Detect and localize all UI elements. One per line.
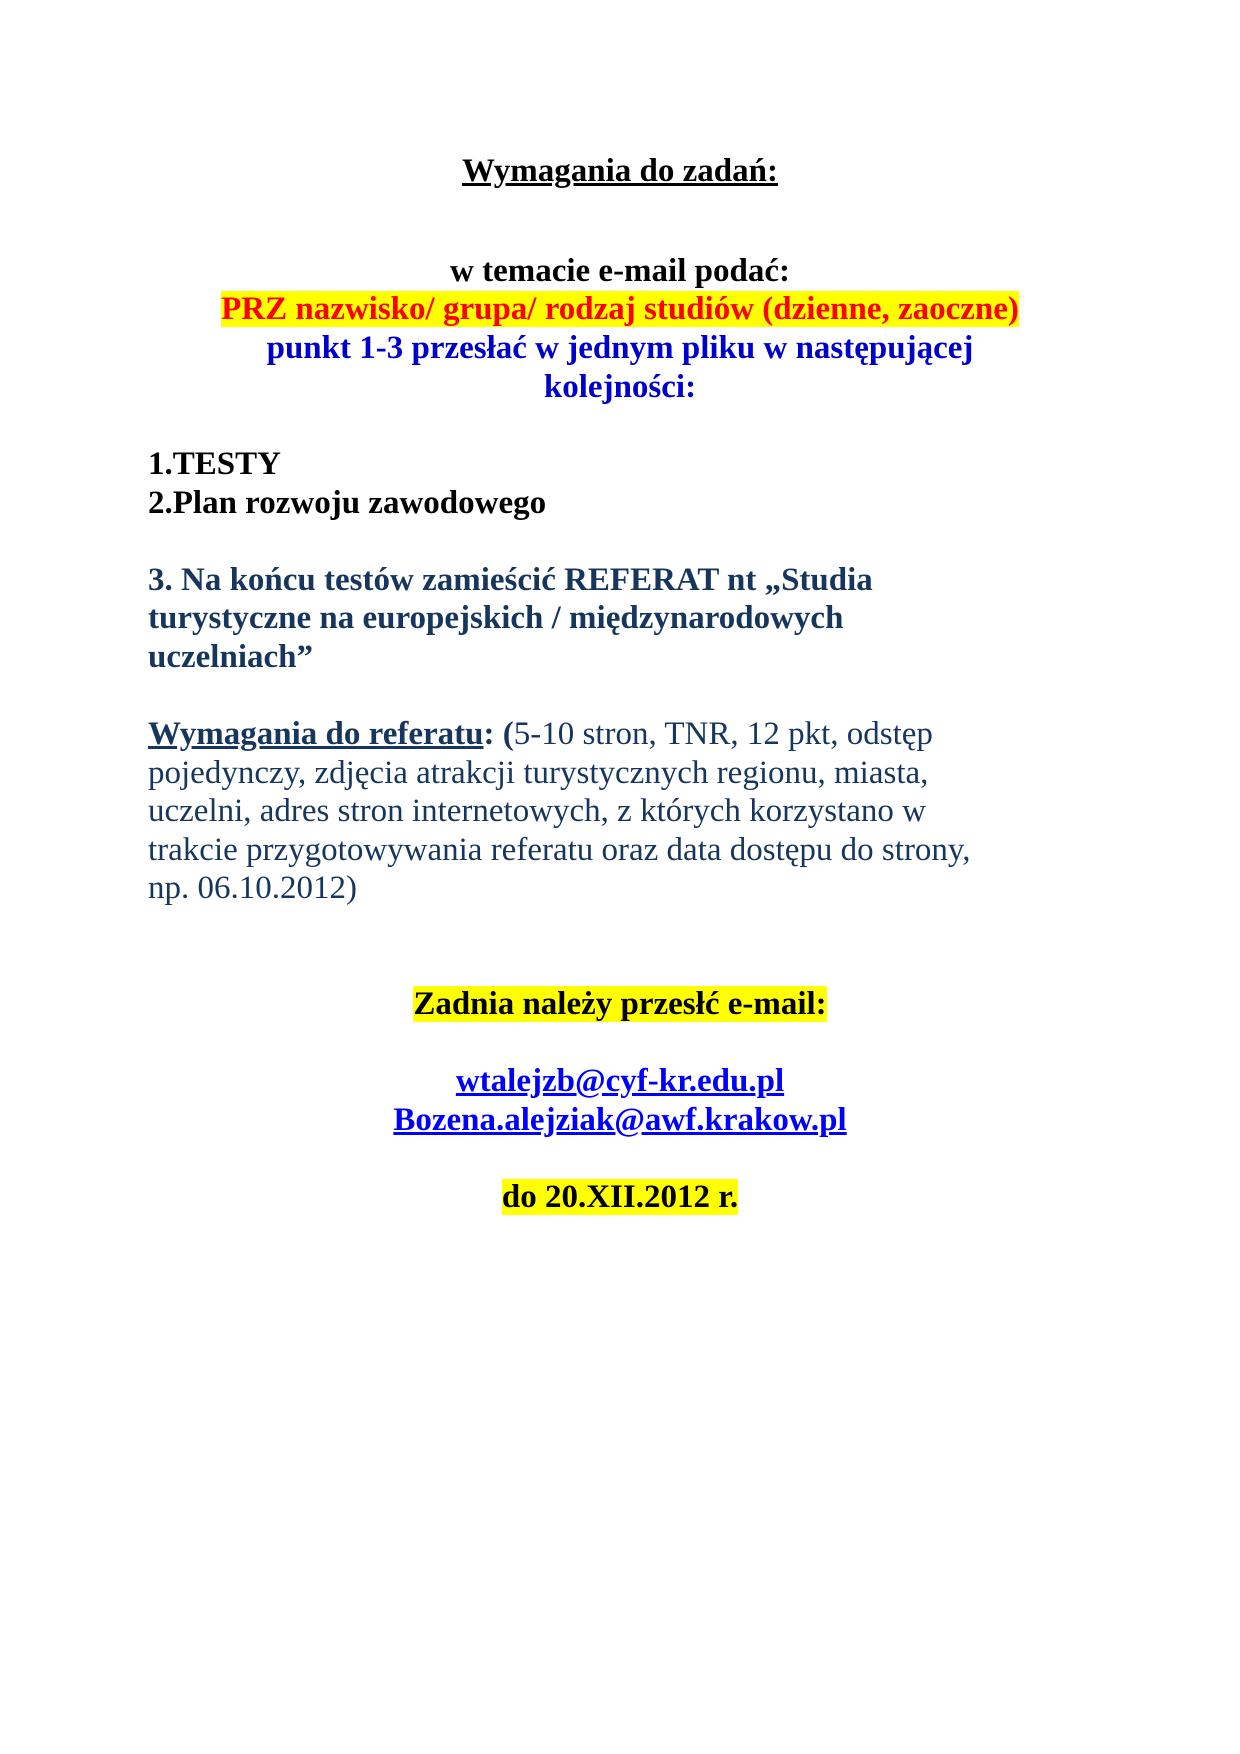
requirements-line-1 [148, 713, 1148, 756]
requirements-line-4: trakcie przygotowywania referatu oraz data dostępu do strony, [148, 832, 971, 868]
order-note-line-1: punkt 1-3 przesłać w jednym pliku w następującej [266, 330, 974, 366]
deadline [0, 1176, 1240, 1219]
page-title: Wymagania do zadań: [462, 153, 778, 189]
list-item-plan: 2.Plan rozwoju zawodowego [148, 485, 547, 521]
requirements-colon: : ( [483, 716, 514, 752]
email-link-1[interactable]: wtalejzb@cyf-kr.edu.pl [455, 1063, 785, 1099]
subject-format [0, 288, 1240, 331]
email-link-2[interactable]: Bozena.alejziak@awf.krakow.pl [393, 1102, 847, 1138]
deadline-text: do 20.XII.2012 r. [501, 1179, 739, 1215]
requirements-line-3: uczelni, adres stron internetowych, z których korzystano w [148, 793, 926, 829]
subject-format-text: PRZ nazwisko/ grupa/ rodzaj studiów (dzienne, zaoczne) [221, 291, 1019, 327]
subject-intro: w temacie e-mail podać: [450, 253, 790, 289]
requirements-text-1: 5-10 stron, TNR, 12 pkt, odstęp [513, 716, 933, 752]
list-item-referat-line-3: uczelniach” [148, 639, 313, 675]
email-line-2 [0, 1099, 1240, 1142]
email-line-1 [0, 1060, 1240, 1103]
list-item-referat-line-2: turystyczne na europejskich / międzynarodowych [148, 600, 844, 636]
requirements-line-5: np. 06.10.2012) [148, 870, 357, 906]
requirements-label: Wymagania do referatu [148, 716, 484, 752]
send-heading [0, 983, 1240, 1026]
list-item-referat-line-1: 3. Na końcu testów zamieścić REFERAT nt „Studia [148, 562, 873, 598]
order-note-line-2: kolejności: [543, 369, 697, 405]
requirements-line-2: pojedynczy, zdjęcia atrakcji turystycznych regionu, miasta, [148, 755, 929, 791]
send-heading-text: Zadnia należy przesłć e-mail: [413, 986, 827, 1022]
list-item-tests: 1.TESTY [148, 446, 281, 482]
